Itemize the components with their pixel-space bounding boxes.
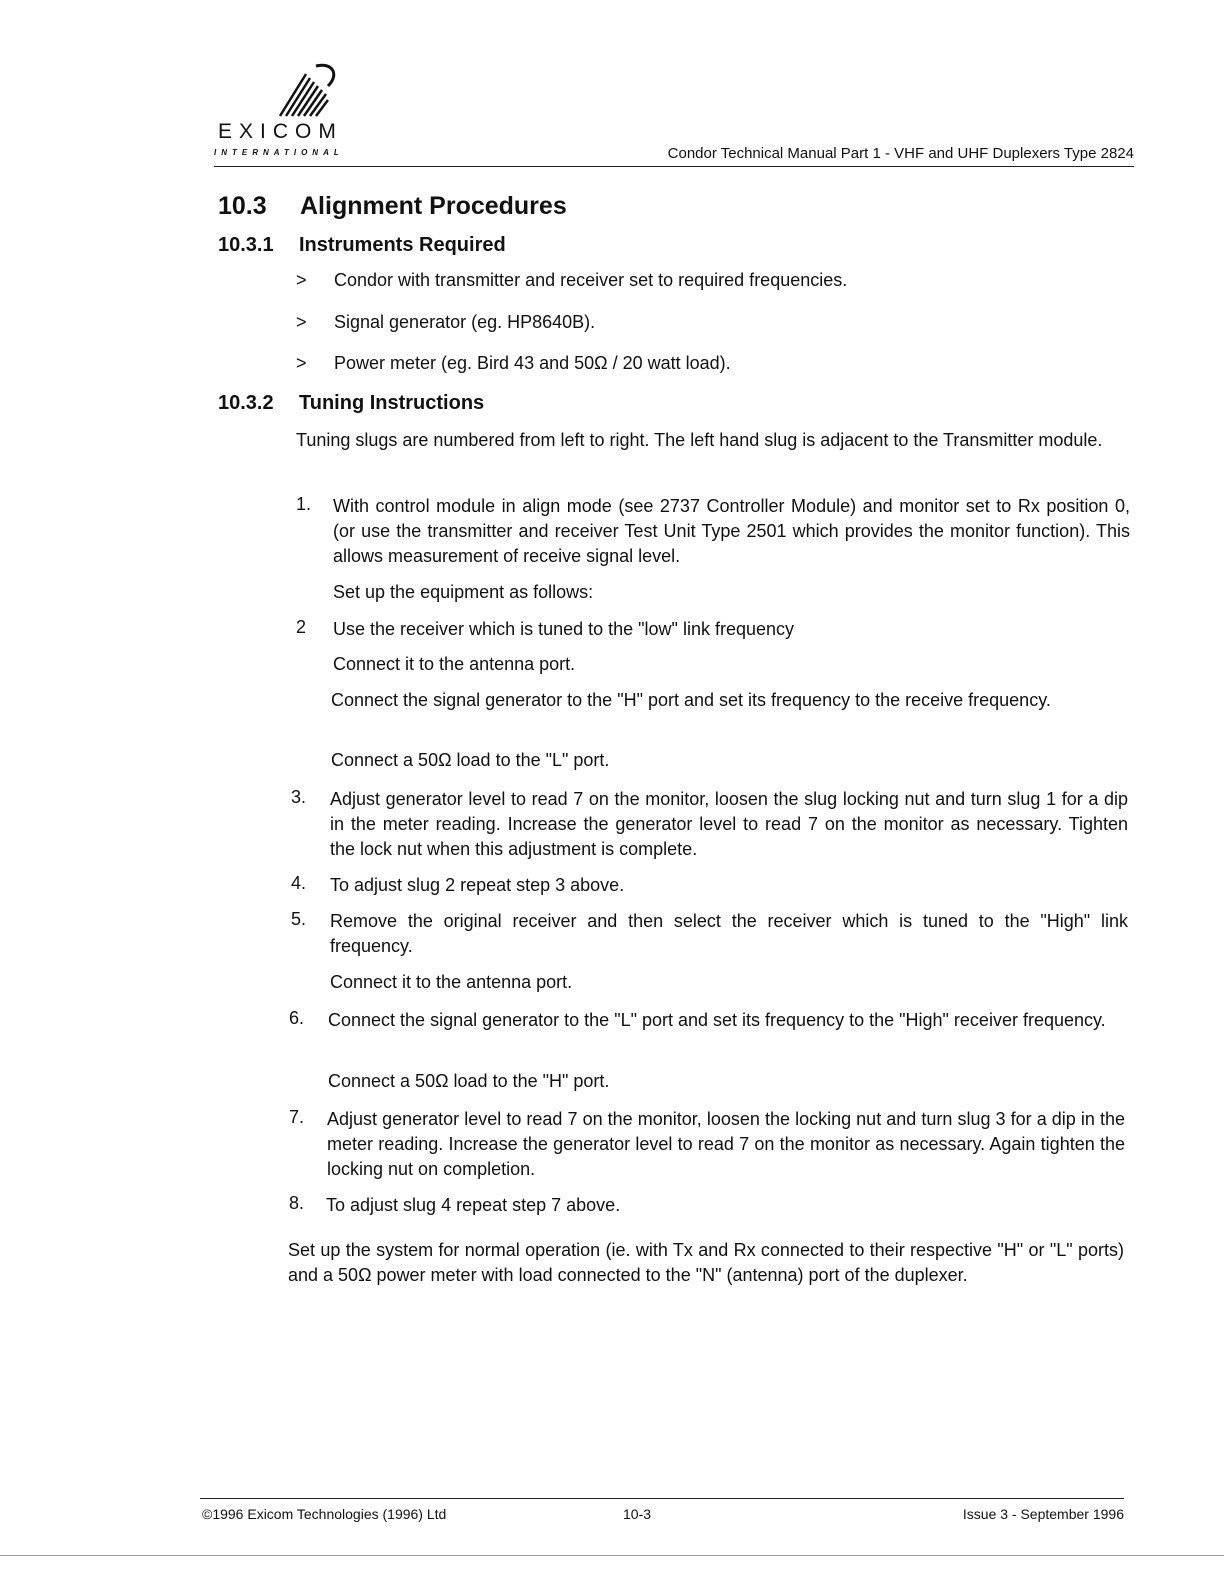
footer-copyright: ©1996 Exicom Technologies (1996) Ltd xyxy=(202,1506,447,1522)
subsection-number: 10.3.1 xyxy=(218,234,274,256)
exicom-logo xyxy=(214,60,384,160)
step-text: Connect a 50Ω load to the "H" port. xyxy=(328,1071,610,1091)
step-number: 8. xyxy=(289,1193,305,1213)
subsection-title: Instruments Required xyxy=(299,234,506,256)
bullet-marker: > xyxy=(296,312,307,332)
step-text: To adjust slug 2 repeat step 3 above. xyxy=(330,875,625,895)
step-number: 7. xyxy=(289,1107,305,1127)
closing-paragraph: Set up the system for normal operation (ie. with Tx and Rx connected to their respective "H" or "L" ports) and a 50Ω power meter with load connected to the "N" (antenna) port of the duplexer. xyxy=(288,1240,1124,1285)
manual-title: Condor Technical Manual Part 1 - VHF and UHF Duplexers Type 2824 xyxy=(667,145,1134,162)
section-title: Alignment Procedures xyxy=(300,192,567,220)
list-item: > Signal generator (eg. HP8640B). xyxy=(296,312,596,332)
step-number: 5. xyxy=(291,909,307,929)
step-number: 6. xyxy=(289,1008,305,1028)
footer-issue: Issue 3 - September 1996 xyxy=(962,1506,1124,1522)
footer-divider xyxy=(200,1498,1124,1499)
step-text: Remove the original receiver and then select the receiver which is tuned to the "High" link frequency. xyxy=(330,911,1128,956)
logo-wordmark: EXICOM xyxy=(218,120,343,143)
step-text: Connect it to the antenna port. xyxy=(333,654,576,674)
tuning-intro: Tuning slugs are numbered from left to right. The left hand slug is adjacent to the Transmitter module. xyxy=(296,430,1103,450)
subsection-number: 10.3.2 xyxy=(218,392,274,414)
step-text: Use the receiver which is tuned to the "low" link frequency xyxy=(333,619,795,639)
step-number: 1. xyxy=(296,494,312,514)
step-number: 2 xyxy=(296,617,307,637)
step-number: 3. xyxy=(291,787,307,807)
section-heading xyxy=(218,192,567,221)
logo-subtitle: INTERNATIONAL xyxy=(214,148,344,157)
step-text: Connect the signal generator to the "H" port and set its frequency to the receive frequency. xyxy=(331,690,1051,710)
subsection-heading-instruments xyxy=(218,234,506,257)
step-text: Adjust generator level to read 7 on the monitor, loosen the locking nut and turn slug 3 for a dip in the meter reading. Increase the generator level to read 7 on the monitor as necessary. Again tighten the locking nut on completion. xyxy=(327,1109,1125,1179)
step-text: Connect the signal generator to the "L" port and set its frequency to the "High" receiver frequency. xyxy=(328,1010,1106,1030)
logo-mark-icon xyxy=(254,60,354,120)
bullet-marker: > xyxy=(296,270,307,290)
header-divider xyxy=(214,166,1134,167)
section-number: 10.3 xyxy=(218,192,267,220)
subsection-heading-tuning xyxy=(218,392,484,415)
list-item: > Power meter (eg. Bird 43 and 50Ω / 20 watt load). xyxy=(296,353,731,373)
step-number: 4. xyxy=(291,873,307,893)
scan-edge-line xyxy=(0,1555,1224,1556)
subsection-title: Tuning Instructions xyxy=(299,392,485,414)
list-item: > Condor with transmitter and receiver set to required frequencies. xyxy=(296,270,848,290)
step-text: To adjust slug 4 repeat step 7 above. xyxy=(326,1195,621,1215)
bullet-marker: > xyxy=(296,353,307,373)
step-text: With control module in align mode (see 2737 Controller Module) and monitor set to Rx position 0, (or use the transmitter and receiver Test Unit Type 2501 which provides the monitor function). This allows measurement of receive signal level. xyxy=(333,496,1130,566)
step-text: Connect it to the antenna port. xyxy=(330,972,573,992)
footer-page-number: 10-3 xyxy=(623,1506,652,1522)
step-text: Set up the equipment as follows: xyxy=(333,582,594,602)
step-text: Connect a 50Ω load to the "L" port. xyxy=(331,750,610,770)
step-text: Adjust generator level to read 7 on the monitor, loosen the slug locking nut and turn slug 1 for a dip in the meter reading. Increase the generator level to read 7 on the monitor as necessary. Tighten the lock nut when this adjustment is complete. xyxy=(330,789,1128,859)
